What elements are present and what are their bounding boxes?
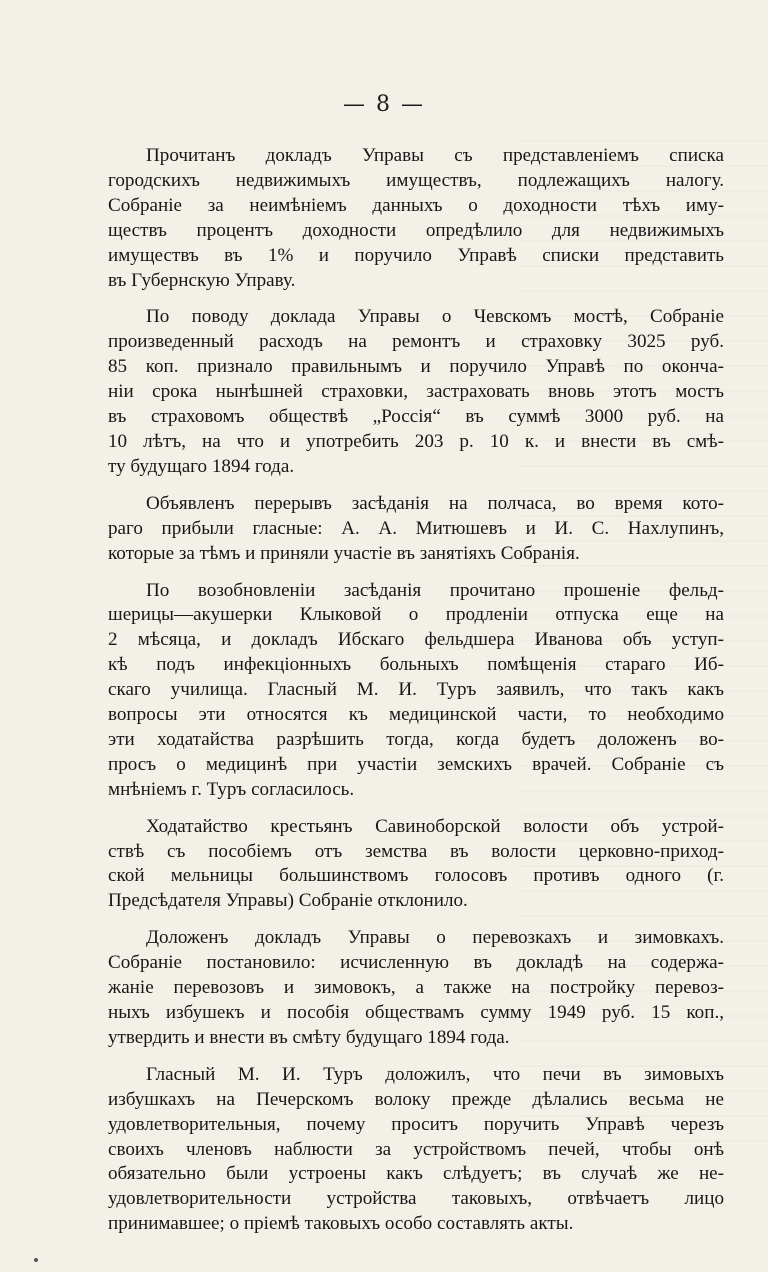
text-line: 2 мѣсяца, и докладъ Ибскаго фельдшера Иванова объ уступ- <box>108 629 724 651</box>
text-line: По возобновленіи засѣданія прочитано прошеніе фельд- <box>146 579 724 601</box>
text-line: просъ о медицинѣ при участіи земскихъ врачей. Собраніе съ <box>108 753 724 775</box>
text-line: скаго училища. Гласный М. И. Туръ заявилъ, что такъ какъ <box>108 679 724 701</box>
text-line: 85 коп. признало правильнымъ и поручило Управѣ по оконча- <box>108 356 724 378</box>
text-line: Прочитанъ докладъ Управы съ представленіемъ списка <box>146 145 724 166</box>
text-line: принимавшее; о пріемѣ таковыхъ особо составлять акты. <box>108 1213 574 1235</box>
text-line: имуществъ въ 1% и поручило Управѣ списки представить <box>108 244 724 266</box>
text-line: удовлетворительныя, почему проситъ поручить Управѣ черезъ <box>108 1113 724 1135</box>
text-line: жаніе перевозовъ и зимовокъ, а также на постройку перевоз- <box>108 977 724 999</box>
text-line: эти ходатайства разрѣшить тогда, когда будетъ доложенъ во- <box>108 728 724 750</box>
body-text <box>108 144 724 1249</box>
text-line: кѣ подъ инфекціонныхъ больныхъ помѣщенія стараго Иб- <box>108 654 724 676</box>
paragraph <box>108 1063 724 1237</box>
text-line: Собраніе постановило: исчисленную въ докладѣ на содержа- <box>108 952 724 974</box>
text-line: ской мельницы большинствомъ голосовъ противъ одного (г. <box>108 865 724 887</box>
text-line: Ходатайство крестьянъ Савиноборской волости объ устрой- <box>146 815 724 837</box>
text-line: ныхъ избушекъ и пособія обществамъ сумму 1949 руб. 15 коп., <box>108 1002 724 1023</box>
text-line: шерицы—акушерки Клыковой о продленіи отпуска еще на <box>108 604 724 626</box>
text-line: ніи срока нынѣшней страховки, застраховать вновь этотъ мостъ <box>108 381 724 403</box>
text-line: въ Губернскую Управу. <box>108 269 296 291</box>
paragraph <box>108 815 724 915</box>
paragraph <box>108 144 724 293</box>
text-line: По поводу доклада Управы о Чевскомъ мостѣ, Собраніе <box>146 306 724 328</box>
text-line: удовлетворительности устройства таковыхъ, отвѣчаетъ лицо <box>108 1188 724 1210</box>
text-line: произведенный расходъ на ремонтъ и страховку 3025 руб. <box>108 331 724 353</box>
text-line: утвердить и внести въ смѣту будущаго 1894 года. <box>108 1026 510 1048</box>
text-line: ту будущаго 1894 года. <box>108 455 295 477</box>
text-line: вопросы эти относятся къ медицинской части, то необходимо <box>108 704 724 726</box>
text-line: раго прибыли гласные: А. А. Митюшевъ и И. С. Нахлупинъ, <box>108 517 724 539</box>
text-line: Гласный М. И. Туръ доложилъ, что печи въ зимовыхъ <box>146 1063 724 1085</box>
text-line: Предсѣдателя Управы) Собраніе отклонило. <box>108 890 468 912</box>
text-line: избушкахъ на Печерскомъ волоку прежде дѣлались весьма не <box>108 1088 724 1110</box>
text-line: ществъ процентъ доходности опредѣлило для недвижимыхъ <box>108 219 724 241</box>
text-line: которые за тѣмъ и приняли участіе въ занятіяхъ Собранія. <box>108 542 580 564</box>
paragraph <box>108 579 724 803</box>
text-line: 10 лѣтъ, на что и употребить 203 р. 10 к. и внести въ смѣ- <box>108 430 724 452</box>
text-line: Доложенъ докладъ Управы о перевозкахъ и зимовкахъ. <box>146 927 724 949</box>
text-line: городскихъ недвижимыхъ имуществъ, подлежащихъ налогу. <box>108 169 724 191</box>
paragraph <box>108 305 724 479</box>
text-line: ствѣ съ пособіемъ отъ земства въ волости церковно-приход- <box>108 840 724 862</box>
text-line: Собраніе за неимѣніемъ данныхъ о доходности тѣхъ иму- <box>108 194 724 216</box>
text-line: мнѣніемъ г. Туръ согласилось. <box>108 778 355 800</box>
text-line: своихъ членовъ наблюсти за устройствомъ печей, чтобы онѣ <box>108 1138 724 1160</box>
paragraph <box>108 926 724 1051</box>
page-number: — 8 — <box>343 92 425 117</box>
text-line: Объявленъ перерывъ засѣданія на полчаса, во время кото- <box>146 492 724 514</box>
paper-speck <box>34 1258 38 1262</box>
text-line: въ страховомъ обществѣ „Россія“ въ суммѣ 3000 руб. на <box>108 406 724 428</box>
paragraph <box>108 492 724 567</box>
text-line: обязательно были устроены какъ слѣдуетъ; въ случаѣ же не- <box>108 1163 724 1185</box>
